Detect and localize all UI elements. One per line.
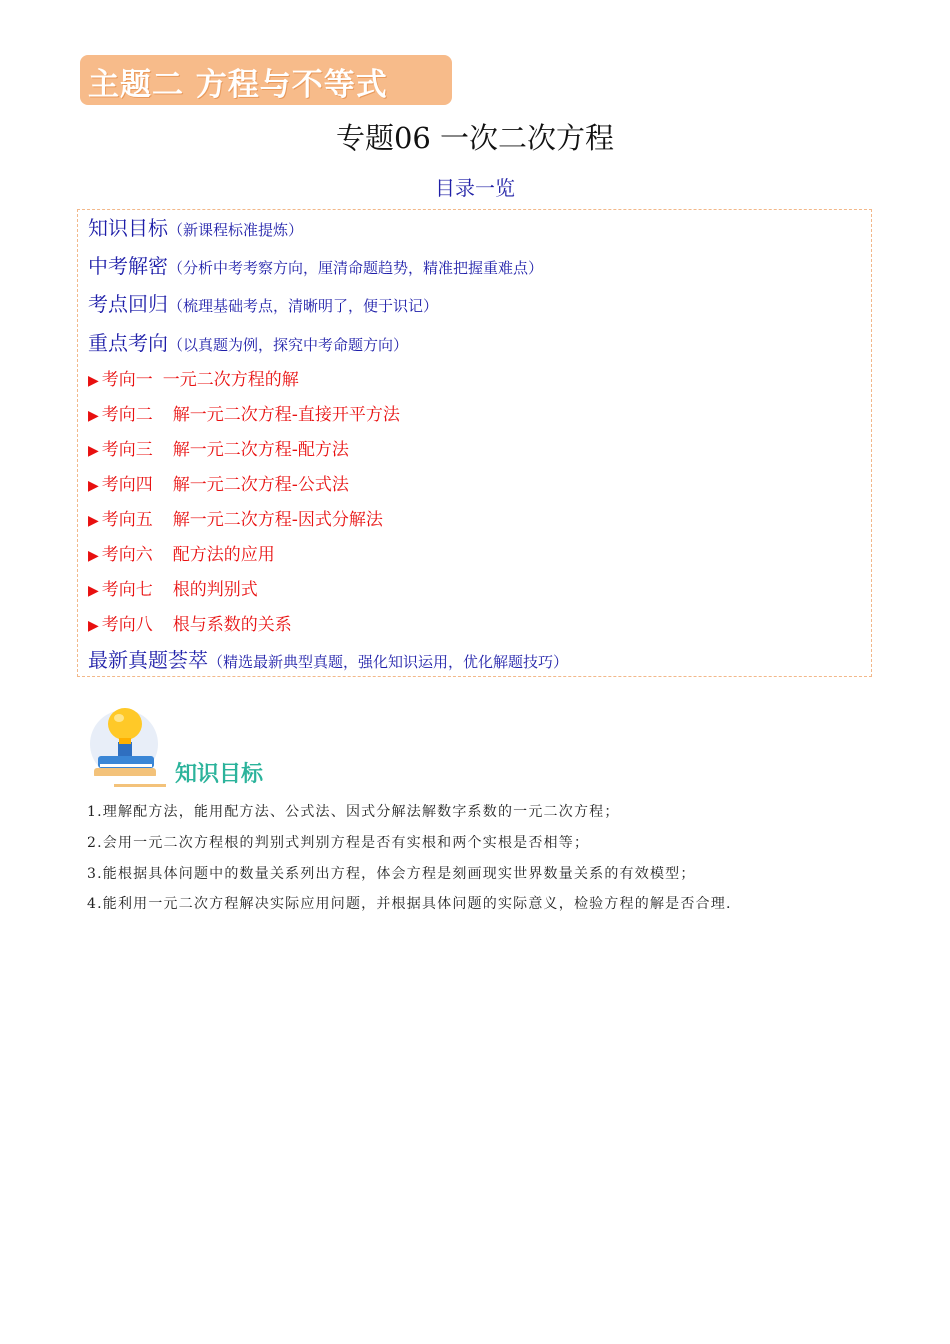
- direction-topic: 根与系数的关系: [172, 615, 292, 635]
- toc-direction-4[interactable]: [88, 470, 349, 495]
- toc-direction-6[interactable]: [88, 540, 275, 565]
- toc-section-exam-analysis[interactable]: [88, 250, 543, 279]
- toc-direction-8[interactable]: [88, 610, 292, 635]
- toc-section-note: （分析中考考察方向，厘清命题趋势，精准把握重难点）: [168, 259, 544, 277]
- direction-label: 考向八: [101, 615, 153, 635]
- toc-section-note: （精选最新典型真题，强化知识运用，优化解题技巧）: [208, 653, 569, 671]
- toc-section-title: 最新真题荟萃: [88, 648, 208, 672]
- right-triangle-icon: ▶: [88, 408, 99, 424]
- direction-label: 考向五: [101, 510, 153, 530]
- toc-direction-2[interactable]: [88, 400, 400, 425]
- direction-topic: 解一元二次方程-直接开平方法: [172, 405, 400, 425]
- direction-topic: 解一元二次方程-公式法: [172, 475, 349, 495]
- direction-topic: 解一元二次方程-因式分解法: [172, 510, 383, 530]
- toc-section-review[interactable]: [88, 288, 438, 317]
- right-triangle-icon: ▶: [88, 373, 99, 389]
- objective-item: 2.会用一元二次方程根的判别式判别方程是否有实根和两个实根是否相等；: [87, 835, 590, 851]
- toc-section-title: 知识目标: [88, 216, 168, 240]
- document-title: 专题06 一次二次方程: [335, 121, 615, 155]
- direction-label: 考向二: [101, 405, 153, 425]
- direction-label: 考向三: [101, 440, 153, 460]
- topic-banner-text: 主题二 方程与不等式: [88, 67, 388, 103]
- toc-direction-7[interactable]: [88, 575, 258, 600]
- lightbulb-books-icon: [88, 706, 168, 792]
- right-triangle-icon: ▶: [88, 443, 99, 459]
- toc-direction-5[interactable]: [88, 505, 383, 530]
- toc-section-note: （新课程标准提炼）: [168, 221, 304, 239]
- right-triangle-icon: ▶: [88, 513, 99, 529]
- toc-section-note: （梳理基础考点，清晰明了，便于识记）: [168, 297, 439, 315]
- toc-section-title: 考点回归: [88, 292, 168, 316]
- direction-label: 考向四: [101, 475, 153, 495]
- toc-section-title: 中考解密: [88, 254, 168, 278]
- direction-label: 考向七: [101, 580, 153, 600]
- right-triangle-icon: ▶: [88, 548, 99, 564]
- toc-heading: 目录一览: [435, 176, 515, 200]
- toc-section-knowledge[interactable]: [88, 212, 303, 241]
- direction-label: 考向六: [101, 545, 153, 565]
- toc-box: [77, 209, 872, 677]
- toc-section-note: （以真题为例，探究中考命题方向）: [168, 336, 409, 354]
- direction-label: 考向一: [101, 370, 153, 390]
- toc-section-title: 重点考向: [88, 331, 168, 355]
- right-triangle-icon: ▶: [88, 618, 99, 634]
- right-triangle-icon: ▶: [88, 478, 99, 494]
- direction-topic: 配方法的应用: [172, 545, 275, 565]
- right-triangle-icon: ▶: [88, 583, 99, 599]
- toc-direction-1[interactable]: [88, 365, 299, 390]
- direction-topic: 解一元二次方程-配方法: [172, 440, 349, 460]
- objective-item: 1.理解配方法，能用配方法、公式法、因式分解法解数字系数的一元二次方程；: [87, 804, 620, 820]
- objective-item: 4.能利用一元二次方程解决实际应用问题，并根据具体问题的实际意义，检验方程的解是否合理.: [87, 896, 732, 912]
- objective-item: 3.能根据具体问题中的数量关系列出方程，体会方程是刻画现实世界数量关系的有效模型；: [87, 866, 696, 882]
- toc-section-latest[interactable]: [88, 644, 568, 673]
- toc-direction-3[interactable]: [88, 435, 349, 460]
- topic-banner: [80, 55, 452, 105]
- toc-section-directions[interactable]: [88, 327, 408, 356]
- knowledge-title: 知识目标: [175, 762, 264, 787]
- direction-topic: 一元二次方程的解: [162, 370, 299, 390]
- direction-topic: 根的判别式: [172, 580, 258, 600]
